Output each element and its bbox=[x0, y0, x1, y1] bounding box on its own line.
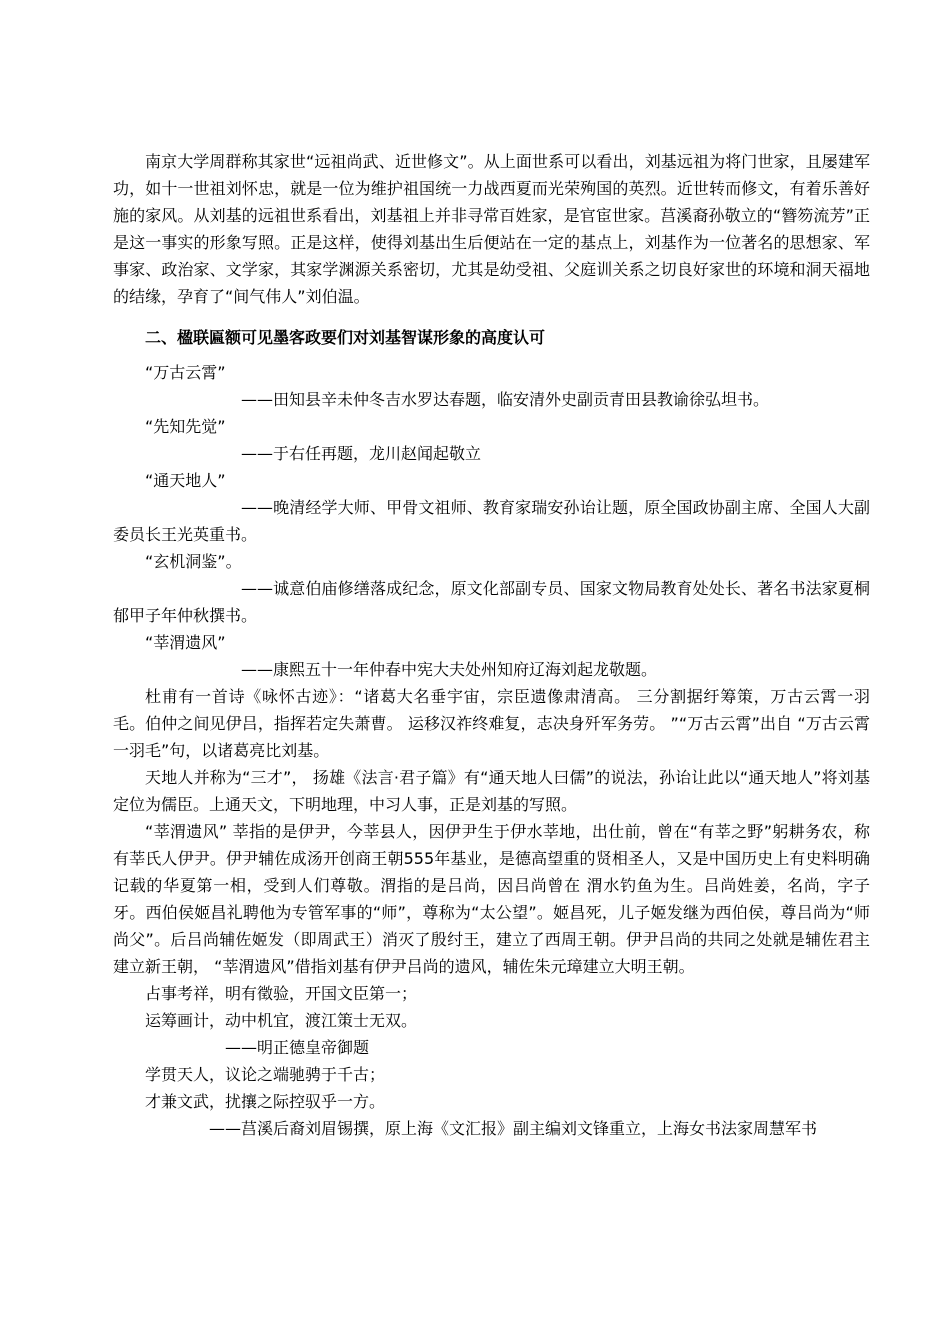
plaque-title: “莘渭遗风” bbox=[145, 633, 226, 652]
couplet-line: 学贯天人，议论之端驰骋于千古； bbox=[145, 1065, 386, 1084]
explanation-paragraph: 天地人并称为“三才”， 扬雄《法言·君子篇》有“通天地人曰儒”的说法，孙诒让此以“通天地人”将刘基定位为儒臣。上通天文，下明地理，中习人事，正是刘基的写照。 bbox=[113, 768, 870, 814]
plaque-attribution: ——康熙五十一年仲春中宪大夫处州知府辽海刘起龙敬题。 bbox=[241, 660, 658, 679]
section-heading: 二、楹联匾额可见墨客政要们对刘基智谋形象的高度认可 bbox=[145, 328, 546, 347]
plaque-attribution: ——诚意伯庙修缮落成纪念，原文化部副专员、国家文物局教育处处长、著名书法家夏桐郁甲子年仲秋撰书。 bbox=[113, 579, 870, 625]
plaque-title: “万古云霄” bbox=[145, 363, 226, 382]
plaque-attribution: ——晚清经学大师、甲骨文祖师、教育家瑞安孙诒让题，原全国政协副主席、全国人大副委员长王光英重书。 bbox=[113, 498, 870, 544]
plaque-title: “通天地人” bbox=[145, 471, 226, 490]
couplet-attribution: ——莒溪后裔刘眉锡撰，原上海《文汇报》副主编刘文锋重立，上海女书法家周慧军书 bbox=[209, 1119, 818, 1138]
explanation-paragraph: “莘渭遗风” 莘指的是伊尹，今莘县人，因伊尹生于伊水莘地，出仕前，曾在“有莘之野”躬耕务农，称有莘氏人伊尹。伊尹辅佐成汤开创商王朝555年基业，是德高望重的贤相圣人，又是中国历史上有史料明确记载的华夏第一相，受到人们尊敬。渭指的是吕尚，因吕尚曾在 渭水钓鱼为生。吕尚姓姜，名尚，字子牙。西伯侯姬昌礼聘他为专管军事的“师”，尊称为“太公望”。姬昌死，儿子姬发继为西伯侯，尊吕尚为“师尚父”。后吕尚辅佐姬发（即周武王）消灭了殷纣王，建立了西周王朝。伊尹吕尚的共同之处就是辅佐君主建立新王朝， “莘渭遗风”借指刘基有伊尹吕尚的遗风，辅佐朱元璋建立大明王朝。 bbox=[113, 822, 870, 976]
document-page bbox=[113, 148, 870, 1142]
couplet-line: 才兼文武，扰攘之际控驭乎一方。 bbox=[145, 1092, 386, 1111]
plaque-attribution: ——于右任再题，龙川赵闻起敬立 bbox=[241, 444, 482, 463]
couplet-line: 运筹画计，动中机宜，渡江策士无双。 bbox=[145, 1011, 418, 1030]
couplet-line: 占事考祥，明有徵验，开国文臣第一； bbox=[145, 984, 418, 1003]
plaque-attribution: ——田知县辛未仲冬吉水罗达春题，临安清外史副贡青田县教谕徐弘坦书。 bbox=[241, 390, 770, 409]
explanation-paragraph: 杜甫有一首诗《咏怀古迹》：“诸葛大名垂宇宙，宗臣遗像肃清高。 三分割据纡筹策，万古云霄一羽毛。伯仲之间见伊吕，指挥若定失萧曹。 运移汉祚终难复，志决身歼军务劳。 ”“万古云霄”出自 “万古云霄一羽毛”句，以诸葛亮比刘基。 bbox=[113, 687, 870, 760]
plaque-title: “玄机洞鉴”。 bbox=[145, 552, 242, 571]
couplet-attribution: ——明正德皇帝御题 bbox=[225, 1038, 370, 1057]
intro-paragraph: 南京大学周群称其家世“远祖尚武、近世修文”。从上面世系可以看出，刘基远祖为将门世家，且屡建军功，如十一世祖刘怀忠，就是一位为维护祖国统一力战西夏而光荣殉国的英烈。近世转而修文，有着乐善好施的家风。从刘基的远祖世系看出，刘基祖上并非寻常百姓家，是官宦世家。莒溪裔孙敬立的“簪笏流芳”正是这一事实的形象写照。正是这样，使得刘基出生后便站在一定的基点上，刘基作为一位著名的思想家、军事家、政治家、文学家，其家学渊源关系密切，尤其是幼受祖、父庭训关系之切良好家世的环境和洞天福地的结缘，孕育了“间气伟人”刘伯温。 bbox=[113, 152, 870, 306]
plaque-title: “先知先觉” bbox=[145, 417, 226, 436]
